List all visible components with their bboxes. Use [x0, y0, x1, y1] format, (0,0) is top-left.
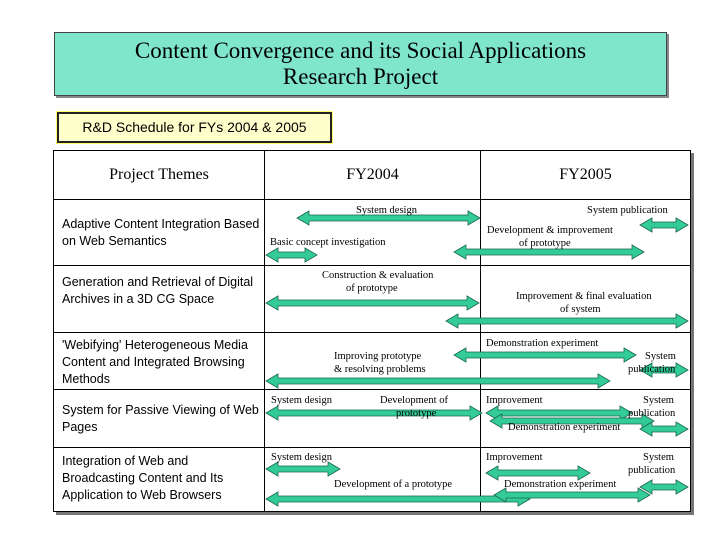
- label-resolving-problems: & resolving problems: [334, 364, 426, 375]
- header-fy2005: FY2005: [559, 166, 612, 183]
- label-demonstration-experiment-4: Demonstration experiment: [508, 422, 621, 433]
- arrow-construction-evaluation: [266, 296, 479, 310]
- title-line-1: Content Convergence and its Social Applications: [134, 38, 587, 63]
- title-banner: [54, 32, 667, 96]
- theme-webifying: 'Webifying' Heterogeneous Media Content and Integrated Browsing Methods: [62, 338, 248, 386]
- theme-web-broadcasting: Integration of Web and Broadcasting Content and Its Application to Web Browsers: [62, 454, 224, 502]
- label-system-design-4: System design: [271, 395, 332, 406]
- arrow-system-publication: [640, 218, 688, 232]
- label-of-prototype: of prototype: [519, 238, 571, 249]
- label-system-3: System: [645, 351, 676, 362]
- arrow-improvement-final: [446, 314, 688, 328]
- theme-digital-archives: Generation and Retrieval of Digital Archives in a 3D CG Space: [62, 275, 254, 306]
- label-demonstration-experiment-5: Demonstration experiment: [504, 479, 617, 490]
- label-system-design-5: System design: [271, 452, 332, 463]
- arrow-broadcast-design: [266, 462, 340, 476]
- arrow-improving-prototype: [266, 374, 610, 388]
- label-demonstration-experiment: Demonstration experiment: [486, 338, 599, 349]
- label-system-design: System design: [356, 205, 417, 216]
- arrow-broadcast-development: [266, 492, 530, 506]
- theme-passive-viewing: System for Passive Viewing of Web Pages: [62, 403, 259, 434]
- label-publication-3: publication: [628, 364, 676, 375]
- schedule-subtitle: R&D Schedule for FYs 2004 & 2005: [57, 112, 332, 143]
- label-construction-evaluation: Construction & evaluation: [322, 270, 434, 281]
- label-publication-4: publication: [628, 408, 676, 419]
- label-of-system: of system: [560, 304, 601, 315]
- arrow-broadcast-publication: [640, 480, 688, 494]
- label-improvement-5: Improvement: [486, 452, 543, 463]
- header-fy2004: FY2004: [346, 166, 399, 183]
- label-improvement-4: Improvement: [486, 395, 543, 406]
- label-system-4: System: [643, 395, 674, 406]
- arrow-basic-concept: [266, 248, 317, 262]
- label-basic-concept-investigation: Basic concept investigation: [270, 237, 386, 248]
- label-system-publication: System publication: [587, 205, 668, 216]
- label-development-of-a-prototype: Development of a prototype: [334, 479, 453, 490]
- label-development-of: Development of: [380, 395, 448, 406]
- theme-adaptive-content: Adaptive Content Integration Based on Web Semantics: [62, 217, 260, 248]
- label-of-prototype-2: of prototype: [346, 283, 398, 294]
- label-publication-5: publication: [628, 465, 676, 476]
- label-development-improvement: Development & improvement: [487, 225, 613, 236]
- schedule-table: [53, 150, 691, 512]
- label-improvement-final-evaluation: Improvement & final evaluation: [516, 291, 652, 302]
- arrow-demonstration-experiment: [454, 348, 636, 362]
- label-prototype-4: prototype: [396, 408, 437, 419]
- label-improving-prototype: Improving prototype: [334, 351, 422, 362]
- arrow-passive-design-development: [266, 406, 482, 420]
- title-line-2: Research Project: [282, 64, 439, 89]
- label-system-5: System: [643, 452, 674, 463]
- header-project-themes: Project Themes: [109, 166, 209, 183]
